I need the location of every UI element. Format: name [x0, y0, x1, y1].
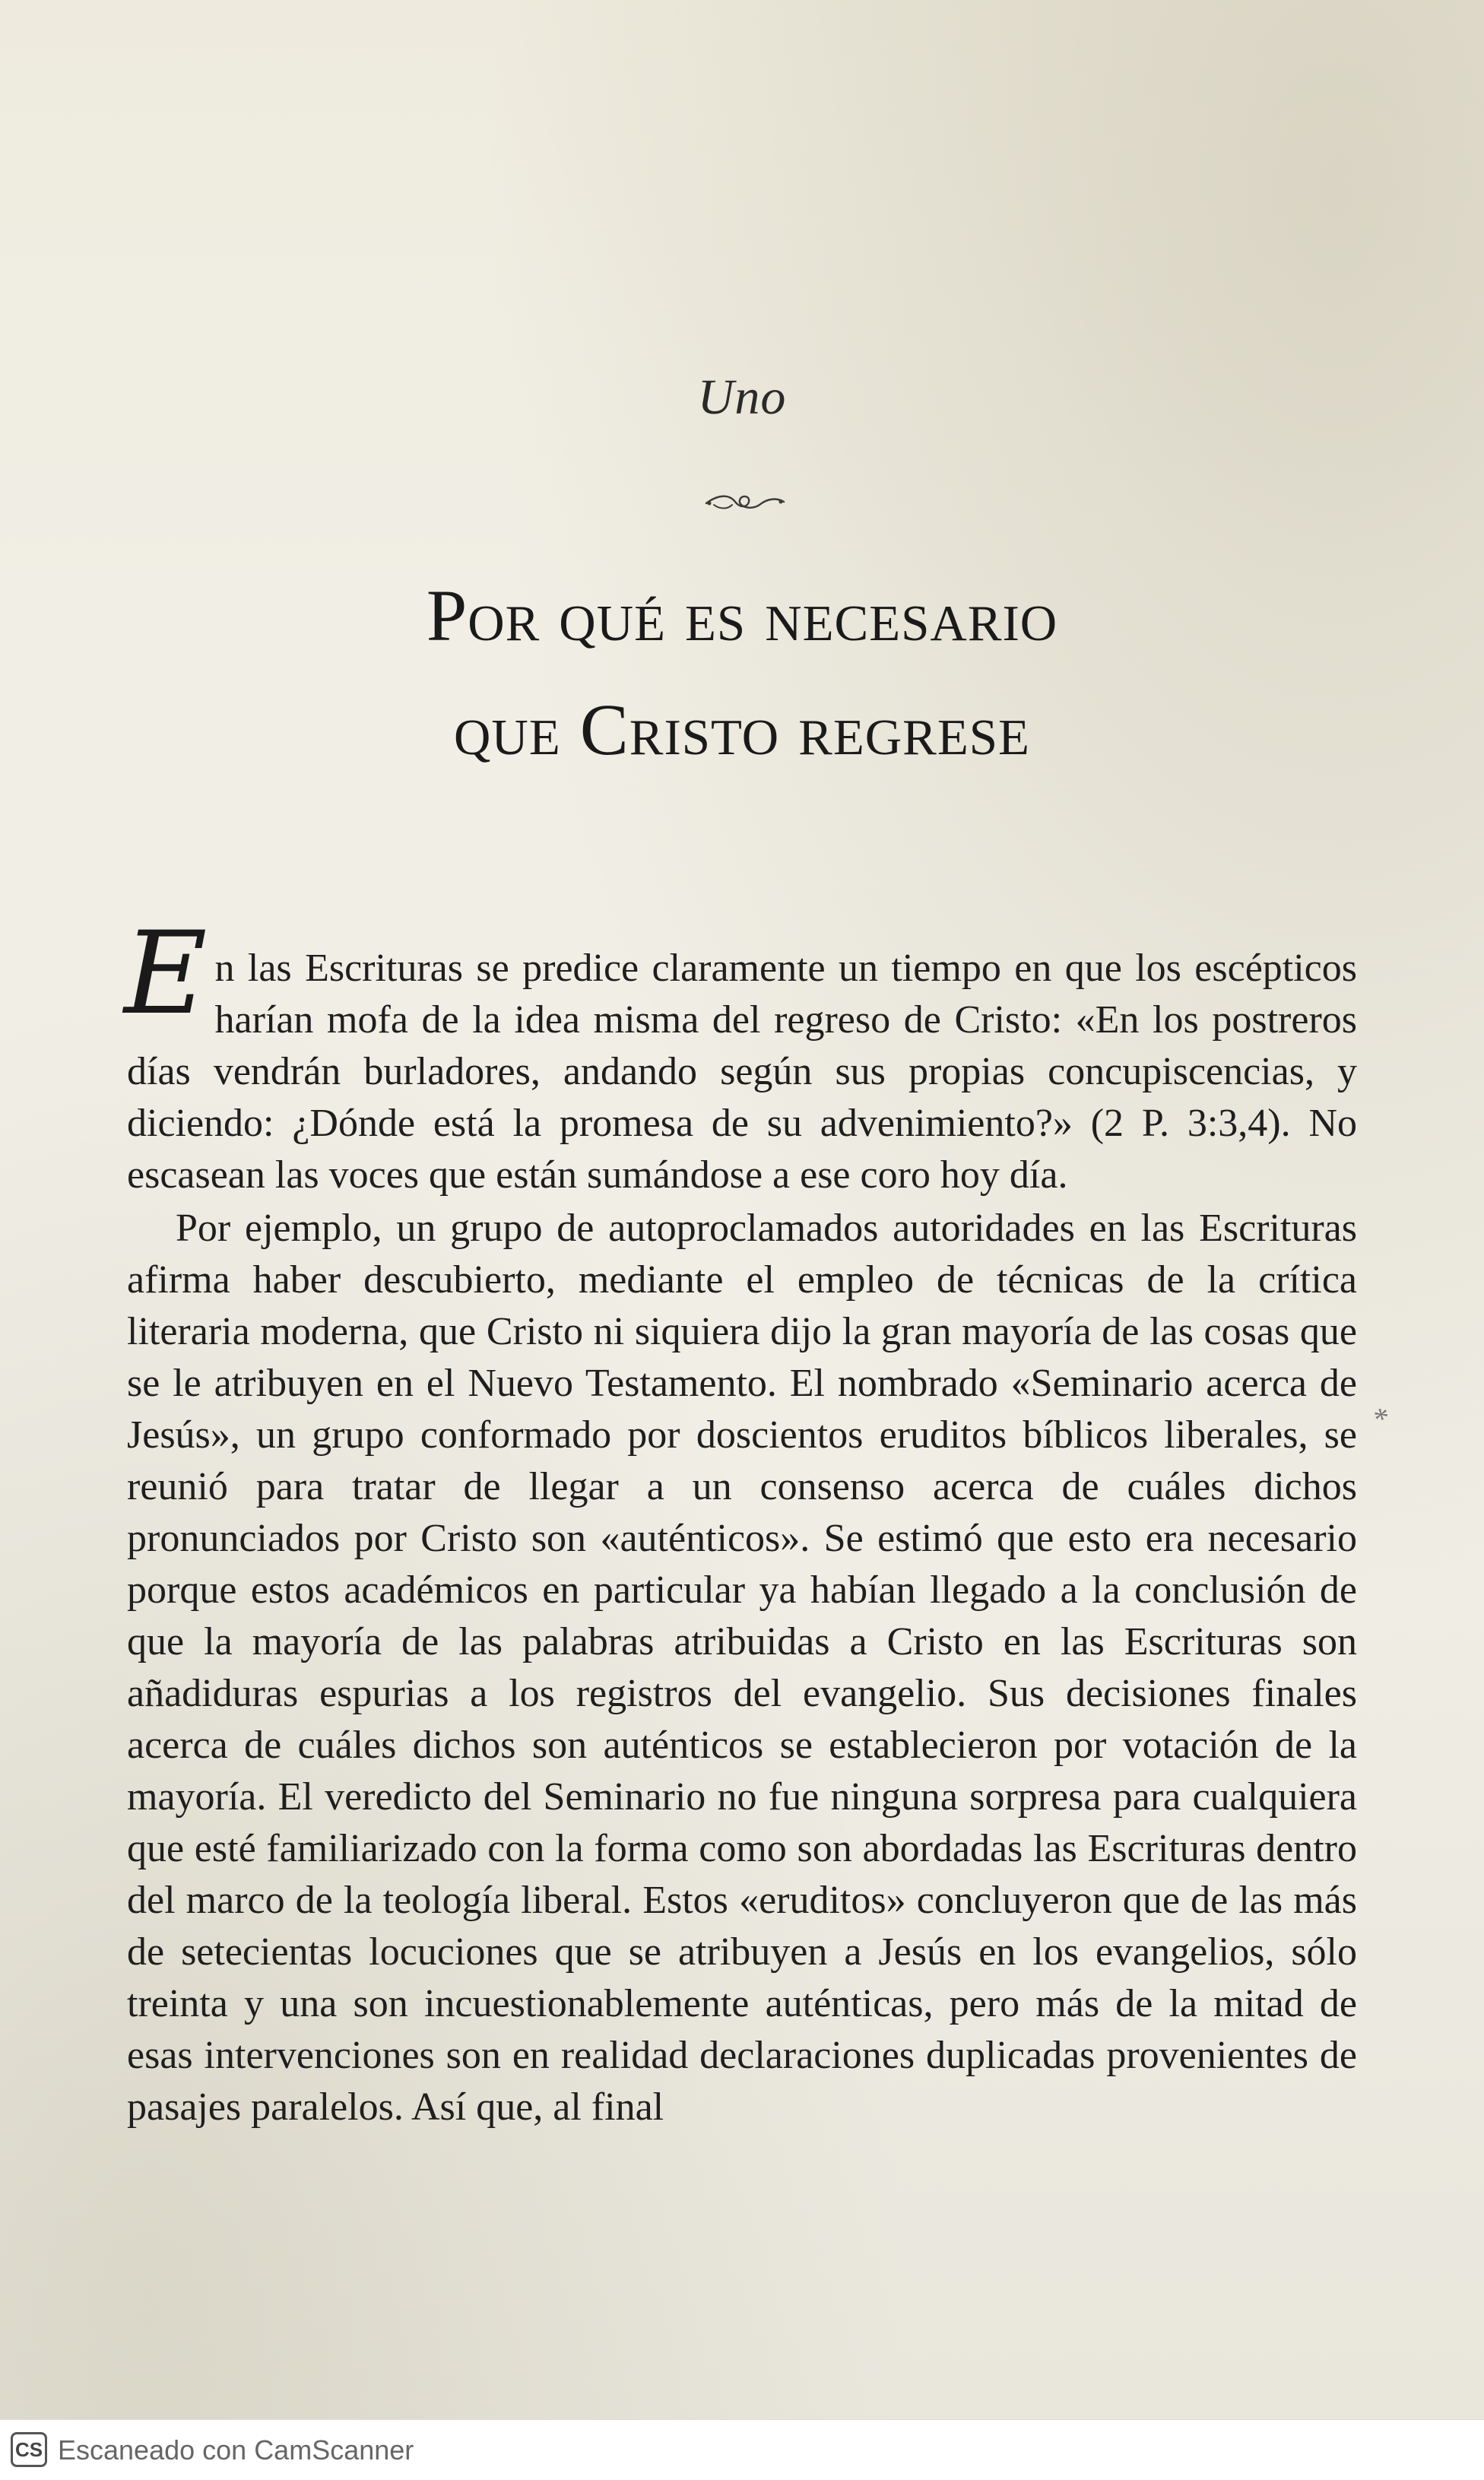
drop-cap: E: [124, 908, 208, 1040]
scanner-watermark-bar: [0, 2419, 1484, 2480]
camscanner-logo-icon: CS: [11, 2432, 47, 2467]
scanner-watermark-text: Escaneado con CamScanner: [58, 2434, 414, 2466]
paragraph-2: Por ejemplo, un grupo de autoproclamados autoridades en las Escrituras afirma haber descubierto, mediante el empleo de técnicas de la crítica literaria moderna, que Cristo ni siquiera dijo la gran mayoría de las cosas que se le atribuyen en el Nuevo Testamento. El nombrado «Seminario acerca de Jesús», un grupo conformado por doscientos eruditos bíblicos liberales, se reunió para tratar de llegar a un consenso acerca de cuáles dichos pronunciados por Cristo son «auténticos». Se estimó que esto era necesario porque estos académicos en particular ya habían llegado a la conclusión de que la mayoría de las palabras atribuidas a Cristo en las Escrituras son añadiduras espurias a los registros del evangelio. Sus decisiones finales acerca de cuáles dichos son auténticos se establecieron por votación de la mayoría. El veredicto del Seminario no fue ninguna sorpresa para cualquiera que esté familiarizado con la forma como son abordadas las Escrituras dentro del marco de la teología liberal. Estos «eruditos» concluyeron que de las más de setecientas locuciones que se atribuyen a Jesús en los evangelios, sólo treinta y una son incuestionablemente auténticas, pero más de la mitad de esas intervenciones son en realidad declaraciones duplicadas provenientes de pasajes paralelos. Así que, al final: [127, 1207, 1357, 2129]
chapter-label: Uno: [697, 369, 787, 425]
chapter-title: [0, 559, 1484, 787]
body-text: [124, 908, 1357, 2133]
paragraph-1: [124, 908, 1357, 1201]
chapter-title-line-2: que Cristo regrese: [454, 689, 1030, 770]
handwritten-margin-mark: *: [1370, 1400, 1394, 1437]
chapter-title-line-1: Por qué es necesario: [426, 575, 1058, 656]
ornament-flourish-icon: [703, 487, 787, 517]
paragraph-1-text: n las Escrituras se predice claramente un tiempo en que los escépticos harían mofa de la idea misma del regreso de Cristo: «En los postreros días vendrán burladores, andando según sus propias concupiscencias, y diciendo: ¿Dónde está la promesa de su advenimiento?» (2 P. 3:3,4). No escasean las voces que están sumándose a ese coro hoy día.: [127, 947, 1357, 1197]
